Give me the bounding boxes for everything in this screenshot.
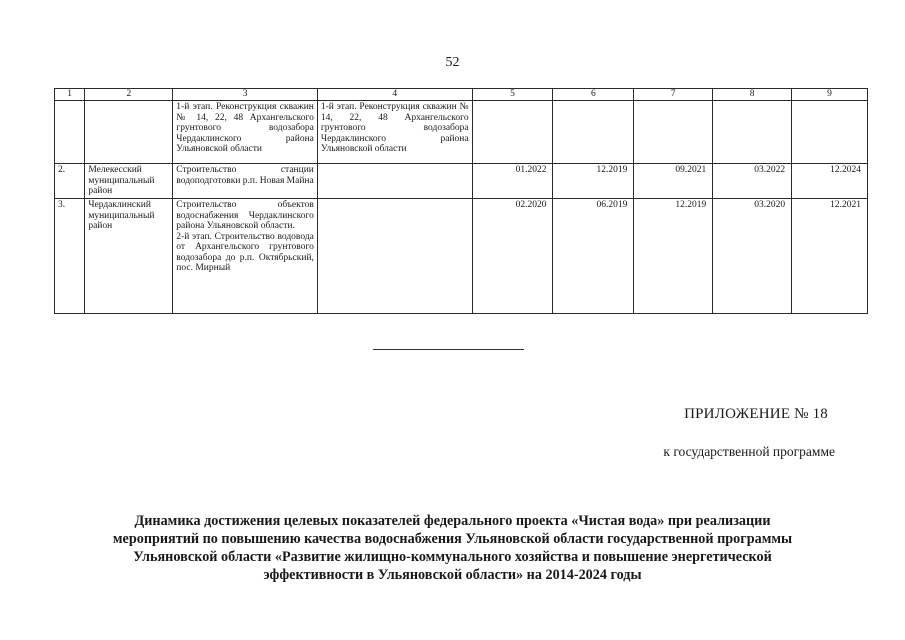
page-number: 52 xyxy=(445,55,460,70)
schedule-table xyxy=(54,88,868,314)
date-cell: 09.2021 xyxy=(634,164,713,199)
date-cell: 06.2019 xyxy=(553,199,634,314)
table-header-row xyxy=(55,89,868,101)
heading-line: мероприятий по повышению качества водоснабжения Ульяновской области государственной программы xyxy=(112,531,793,547)
table-row xyxy=(55,101,868,164)
date-cell xyxy=(792,101,868,164)
date-cell: 12.2019 xyxy=(553,164,634,199)
date-cell xyxy=(553,101,634,164)
row-number: 3. xyxy=(55,199,85,314)
district-cell: Мелекесский муниципальный район xyxy=(85,164,173,199)
heading-line: Динамика достижения целевых показателей федерального проекта «Чистая вода» при реализации xyxy=(134,513,771,529)
date-cell xyxy=(713,101,792,164)
column-header: 4 xyxy=(317,89,472,101)
object-stage-text: 2-й этап. Строительство водовода от Архангельского грунтового водозабора до р.п. Октябрьский, пос. Мирный xyxy=(176,231,314,273)
column-header: 9 xyxy=(792,89,868,101)
table-row xyxy=(55,164,868,199)
column-header: 1 xyxy=(55,89,85,101)
district-cell xyxy=(85,101,173,164)
column-header: 8 xyxy=(713,89,792,101)
date-cell: 12.2019 xyxy=(634,199,713,314)
date-cell: 03.2022 xyxy=(713,164,792,199)
row-number xyxy=(55,101,85,164)
row-number: 2. xyxy=(55,164,85,199)
column-header: 5 xyxy=(472,89,553,101)
object-cell xyxy=(173,199,318,314)
object-text: Строительство объектов водоснабжения Чердаклинского района Ульяновской области. xyxy=(176,200,314,231)
object-cell: Строительство станции водоподготовки р.п. Новая Майна xyxy=(173,164,318,199)
column-header: 2 xyxy=(85,89,173,101)
date-cell: 01.2022 xyxy=(472,164,553,199)
district-cell: Чердаклинский муниципальный район xyxy=(85,199,173,314)
heading-line: Ульяновской области «Развитие жилищно-коммунального хозяйства и повышение энергетической xyxy=(133,549,772,565)
date-cell: 12.2021 xyxy=(792,199,868,314)
table-row xyxy=(55,199,868,314)
date-cell xyxy=(472,101,553,164)
appendix-title: ПРИЛОЖЕНИЕ № 18 xyxy=(684,406,828,422)
object-cell-col4: 1-й этап. Реконструкция скважин № 14, 22, 48 Архангельского грунтового водозабора Чердаклинского района Ульяновской области xyxy=(317,101,472,164)
object-cell-col4 xyxy=(317,199,472,314)
appendix-subtitle: к государственной программе xyxy=(663,444,835,459)
date-cell: 12.2024 xyxy=(792,164,868,199)
document-heading xyxy=(60,512,845,584)
date-cell: 03.2020 xyxy=(713,199,792,314)
heading-line: эффективности в Ульяновской области» на 2014-2024 годы xyxy=(263,567,642,583)
section-divider xyxy=(373,349,524,350)
column-header: 3 xyxy=(173,89,318,101)
column-header: 7 xyxy=(634,89,713,101)
date-cell: 02.2020 xyxy=(472,199,553,314)
date-cell xyxy=(634,101,713,164)
column-header: 6 xyxy=(553,89,634,101)
object-cell: 1-й этап. Реконструкция скважин № 14, 22, 48 Архангельского грунтового водозабора Чердаклинского района Ульяновской области xyxy=(173,101,318,164)
object-cell-col4 xyxy=(317,164,472,199)
